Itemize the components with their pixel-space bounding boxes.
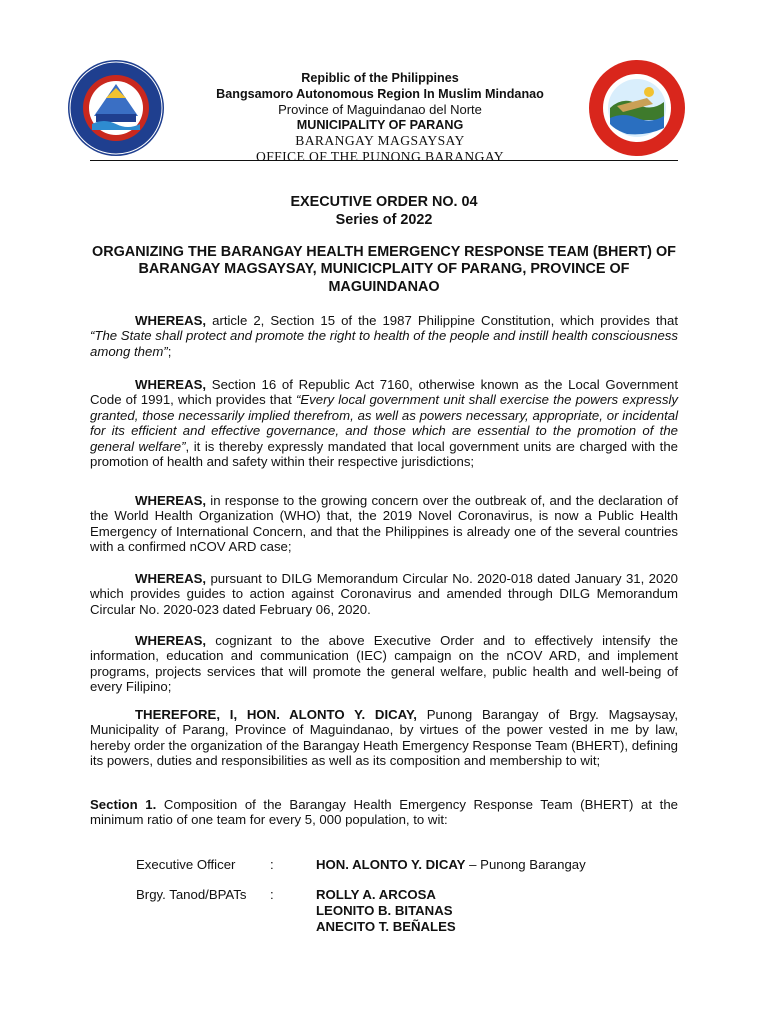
roster-member-name: ANECITO T. BEÑALES bbox=[316, 919, 456, 934]
paragraph-text: pursuant to DILG Memorandum Circular No. 2020-018 dated January 31, 2020 which provides guides to action against Coronavirus and amended through DILG Memorandum Circular No. 2020-023 dated February 06, 2020. bbox=[90, 571, 678, 617]
quoted-text: “The State shall protect and promote the right to health of the people and instill health consciousness among them” bbox=[90, 328, 678, 359]
whereas-label: WHEREAS, bbox=[135, 377, 207, 392]
whereas-paragraph-4 bbox=[90, 571, 678, 617]
barangay-magsaysay-seal bbox=[587, 58, 687, 158]
whereas-paragraph-3 bbox=[90, 493, 678, 555]
province-line: Province of Maguindanao del Norte bbox=[278, 102, 482, 118]
order-heading bbox=[90, 193, 678, 229]
order-title: ORGANIZING THE BARANGAY HEALTH EMERGENCY RESPONSE TEAM (BHERT) OF BARANGAY MAGSAYSAY, MUNICICPLAITY OF PARANG, PROVINCE OF MAGUINDANAO bbox=[92, 244, 676, 295]
roster-member-name: LEONITO B. BITANAS bbox=[316, 903, 453, 918]
therefore-paragraph bbox=[90, 707, 678, 769]
whereas-label: WHEREAS, bbox=[135, 571, 207, 586]
section-label: Section 1. bbox=[90, 797, 157, 812]
paragraph-text: Section 16 of Republic Act 7160, otherwise known as the Local Government Code of 1991, which provides that bbox=[90, 377, 678, 408]
paragraph-text: Punong Barangay of Brgy. Magsaysay, Municipality of Parang, Province of Maguindanao, by virtues of the power vested in me by law, hereby order the organization of the Barangay Heath Emergency Response Team (BHERT), defining its powers, duties and responsibilities as well as its composition and membership to wit; bbox=[90, 707, 678, 769]
roster-executive-officer bbox=[136, 857, 696, 873]
whereas-paragraph-5 bbox=[90, 633, 678, 695]
roster-role: Executive Officer bbox=[136, 857, 236, 872]
whereas-label: WHEREAS, bbox=[135, 633, 207, 648]
roster-position: – Punong Barangay bbox=[465, 857, 586, 872]
municipality-line: MUNICIPALITY OF PARANG bbox=[296, 117, 464, 132]
order-series: Series of 2022 bbox=[335, 212, 433, 228]
roster-member-name: HON. ALONTO Y. DICAY bbox=[316, 857, 466, 872]
roster-name bbox=[316, 857, 586, 873]
paragraph-text: in response to the growing concern over the outbreak of, and the declaration of the World Health Organization (WHO) that, the 2019 Novel Coronavirus, is now a Public Health Emergency of International Concern, and that the Philippines is already one of the several countries with a confirmed nCOV ARD case; bbox=[90, 493, 678, 555]
roster-role: Brgy. Tanod/BPATs bbox=[136, 887, 247, 902]
office-line: OFFICE OF THE PUNONG BARANGAY bbox=[255, 148, 505, 164]
roster-member-name: ROLLY A. ARCOSA bbox=[316, 887, 436, 902]
paragraph-text: article 2, Section 15 of the 1987 Philippine Constitution, which provides that bbox=[206, 313, 678, 328]
paragraph-text: ; bbox=[167, 343, 172, 359]
whereas-paragraph-1 bbox=[90, 313, 678, 359]
roster-colon: : bbox=[270, 857, 274, 872]
order-number: EXECUTIVE ORDER NO. 04 bbox=[290, 194, 478, 210]
roster-colon: : bbox=[270, 887, 274, 902]
whereas-paragraph-2 bbox=[90, 377, 678, 469]
paragraph-text: , it is thereby expressly mandated that local government units are charged with the promotion of health and safety within their respective jurisdictions; bbox=[90, 438, 679, 470]
therefore-lead: THEREFORE, I, HON. ALONTO Y. DICAY, bbox=[135, 707, 417, 722]
barangay-line: BARANGAY MAGSAYSAY bbox=[295, 133, 465, 149]
section-1-paragraph bbox=[90, 797, 678, 828]
parang-municipal-seal bbox=[66, 58, 166, 158]
roster-tanods bbox=[136, 887, 696, 935]
paragraph-text: cognizant to the above Executive Order and to effectively intensify the information, education and communication (IEC) campaign on the nCOV ARD, and implement programs, projects services that will promote the general welfare, public health and well-being of every Filipino; bbox=[90, 633, 678, 695]
whereas-label: WHEREAS, bbox=[135, 493, 207, 508]
letterhead bbox=[160, 71, 600, 165]
header-divider bbox=[90, 160, 678, 161]
region-line: Bangsamoro Autonomous Region In Muslim Mindanao bbox=[216, 86, 544, 101]
quoted-text: “Every local government unit shall exercise the powers expressly granted, those necessarily implied therefrom, as well as powers necessary, appropriate, or incidental for its efficient and effective governance, and those which are essential to the promotion of the general welfare” bbox=[90, 392, 678, 454]
whereas-label: WHEREAS, bbox=[135, 313, 207, 328]
country-line: Repiblic of the Philippines bbox=[301, 71, 459, 85]
paragraph-text: Composition of the Barangay Health Emergency Response Team (BHERT) at the minimum ratio of one team for every 5, 000 population, to wit: bbox=[90, 797, 678, 828]
